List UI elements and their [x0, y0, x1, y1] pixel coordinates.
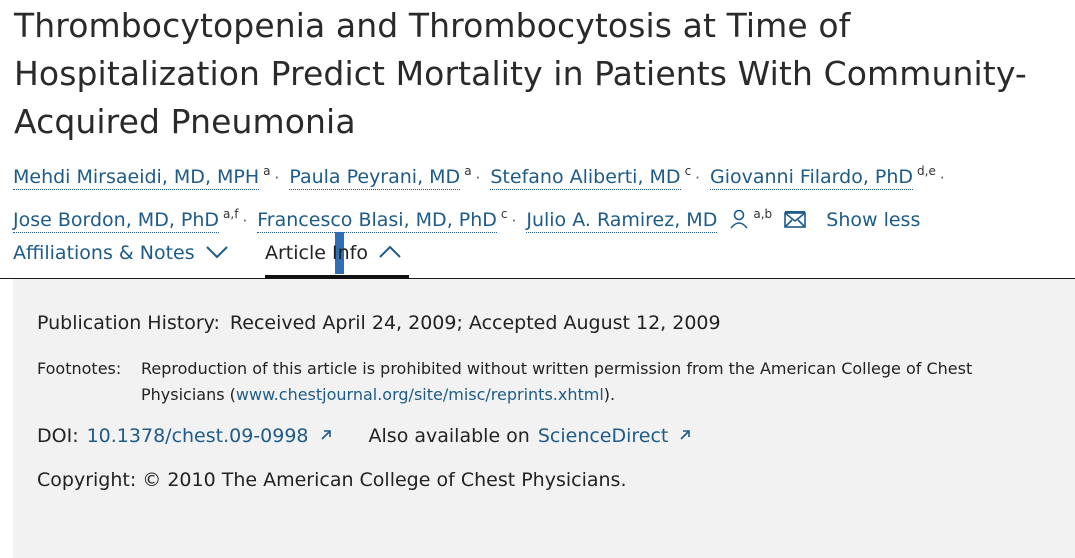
affiliation-marker: a — [464, 164, 472, 178]
footnotes-text — [141, 356, 1021, 408]
chevron-up-icon — [378, 238, 402, 268]
author-link[interactable]: Francesco Blasi, MD, PhD — [257, 209, 497, 231]
footnotes — [37, 356, 1021, 408]
affiliation-marker: a,f — [223, 207, 239, 221]
tab-label: Affiliations & Notes — [13, 242, 195, 264]
affiliation-marker: a,b — [753, 207, 773, 221]
tab-article-info[interactable] — [265, 238, 402, 268]
tab-affiliations-notes[interactable] — [13, 238, 229, 268]
separator: · — [695, 169, 700, 187]
doi-row — [37, 425, 692, 447]
separator: · — [274, 169, 280, 187]
doi-label: DOI: — [37, 425, 79, 447]
also-available-label: Also available on — [368, 425, 530, 447]
copyright: Copyright: © 2010 The American College of Chest Physicians. — [37, 469, 627, 491]
author-link[interactable]: Julio A. Ramirez, MD — [526, 209, 718, 231]
author-link[interactable]: Mehdi Mirsaeidi, MD, MPH — [13, 166, 260, 188]
affiliation-marker: a — [263, 164, 271, 178]
author-link[interactable]: Paula Peyrani, MD — [289, 166, 461, 188]
article-info-panel — [13, 279, 1075, 558]
external-link-icon — [319, 425, 333, 447]
separator: · — [939, 169, 945, 187]
affiliation-marker: c — [500, 207, 508, 221]
author-link[interactable]: Giovanni Filardo, PhD — [710, 166, 914, 188]
sciencedirect-link[interactable]: ScienceDirect — [537, 425, 669, 447]
publication-history-label: Publication History: — [37, 312, 220, 334]
affiliation-marker: c — [684, 164, 692, 178]
reprints-link[interactable]: www.chestjournal.org/site/misc/reprints.xhtml — [235, 385, 604, 404]
author-link[interactable]: Jose Bordon, MD, PhD — [13, 209, 220, 231]
footnotes-end: ). — [603, 385, 616, 404]
show-less-button[interactable]: Show less — [826, 209, 921, 231]
separator: · — [475, 169, 481, 187]
publication-history-value: Received April 24, 2009; Accepted August 12, 2009 — [229, 312, 721, 334]
tab-label: Article Info — [265, 242, 368, 264]
doi-link[interactable]: 10.1378/chest.09-0998 — [86, 425, 309, 447]
footnotes-body: Reproduction of this article is prohibited without written permission from the American College of Chest Physicians ( — [141, 359, 973, 404]
chevron-down-icon — [205, 238, 229, 268]
article-tabs — [0, 232, 1075, 279]
external-link-icon — [678, 425, 692, 447]
affiliation-marker: d,e — [917, 164, 936, 178]
separator: · — [242, 212, 248, 230]
separator: · — [511, 212, 517, 230]
footnotes-label: Footnotes: — [37, 359, 122, 378]
publication-history — [37, 312, 721, 334]
author-link[interactable]: Stefano Aliberti, MD — [490, 166, 681, 188]
article-title: Thrombocytopenia and Thrombocytosis at Time of Hospitalization Predict Mortality in Patients With Community-Acquired Pneumonia — [14, 6, 1027, 141]
author-list — [13, 153, 1063, 241]
